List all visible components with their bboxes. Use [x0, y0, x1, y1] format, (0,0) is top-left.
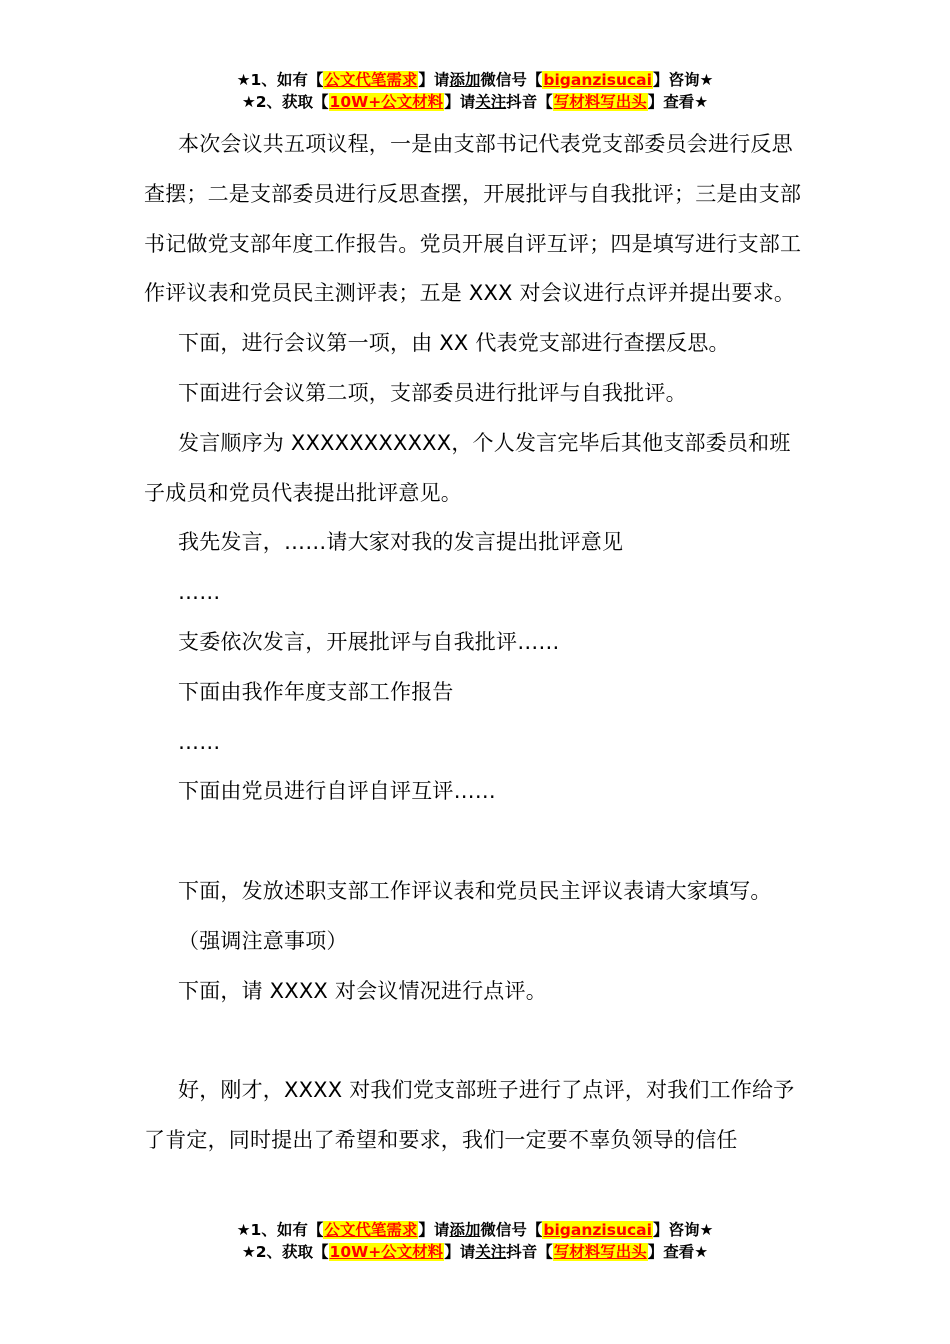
paragraph: 下面由我作年度支部工作报告: [178, 679, 454, 704]
banner-emphasis: 关注: [475, 1243, 507, 1261]
highlight-wechat-id: biganzisucai: [543, 71, 652, 89]
paragraph: 下面，请 XXXX 对会议情况进行点评。: [178, 978, 547, 1003]
banner-text: 】咨询★: [652, 1221, 714, 1239]
banner-text: ★1、如有【: [236, 71, 324, 89]
paragraph: （强调注意事项）: [178, 928, 348, 953]
banner-line-2: [0, 1241, 950, 1263]
paragraph: 下面进行会议第二项，支部委员进行批评与自我批评。: [178, 380, 687, 405]
banner-line-1: [0, 1219, 950, 1241]
paragraph: 本次会议共五项议程，一是由支部书记代表党支部委员会进行反思查摆；二是支部委员进行反思查摆，开展批评与自我批评；三是由支部书记做党支部年度工作报告。党员开展自评互评；四是填写进行支部工作评议表和党员民主测评表；五是 XXX 对会议进行点评并提出要求。: [144, 132, 802, 306]
highlight-materials: 10W+公文材料: [329, 93, 444, 111]
highlight-wechat-id: biganzisucai: [543, 1221, 652, 1239]
paragraph: 好，刚才，XXXX 对我们党支部班子进行了点评，对我们工作给予了肯定，同时提出了希望和要求，我们一定要不辜负领导的信任: [144, 1078, 795, 1152]
banner-text: 】查看★: [647, 93, 709, 111]
paragraph: ……: [178, 580, 221, 605]
paragraph: ……: [178, 729, 221, 754]
banner-text: 】请: [418, 71, 450, 89]
banner-line-2: [0, 91, 950, 113]
blank-line: [144, 1016, 806, 1066]
paragraph: 我先发言，……请大家对我的发言提出批评意见: [178, 530, 624, 555]
paragraph: 发言顺序为 XXXXXXXXXXX，个人发言完毕后其他支部委员和班子成员和党员代表提出批评意见。: [144, 430, 791, 505]
paragraph: 支委依次发言，开展批评与自我批评……: [178, 629, 560, 654]
highlight-service: 公文代笔需求: [324, 1221, 418, 1239]
highlight-materials: 10W+公文材料: [329, 1243, 444, 1261]
blank-line: [144, 817, 806, 867]
banner-text: 】请: [444, 93, 476, 111]
highlight-douyin-id: 写材料写出头: [553, 1243, 647, 1261]
paragraph: 下面，发放述职支部工作评议表和党员民主评议表请大家填写。: [178, 878, 772, 903]
banner-text: ★1、如有【: [236, 1221, 324, 1239]
banner-text: 微信号【: [480, 1221, 543, 1239]
document-body: [144, 120, 806, 1166]
banner-text: 】查看★: [647, 1243, 709, 1261]
banner-text: 】咨询★: [652, 71, 714, 89]
paragraph: 下面，进行会议第一项，由 XX 代表党支部进行查摆反思。: [178, 331, 730, 356]
banner-text: ★2、获取【: [241, 1243, 329, 1261]
banner-emphasis: 关注: [475, 93, 507, 111]
highlight-douyin-id: 写材料写出头: [553, 93, 647, 111]
banner-text: 抖音【: [506, 93, 553, 111]
banner-line-1: [0, 69, 950, 91]
banner-text: 】请: [444, 1243, 476, 1261]
banner-text: 】请: [418, 1221, 450, 1239]
highlight-service: 公文代笔需求: [324, 71, 418, 89]
banner-text: 微信号【: [480, 71, 543, 89]
banner-emphasis: 添加: [449, 1221, 481, 1239]
banner-text: ★2、获取【: [241, 93, 329, 111]
banner-emphasis: 添加: [449, 71, 481, 89]
paragraph: 下面由党员进行自评自评互评……: [178, 779, 496, 804]
banner-text: 抖音【: [506, 1243, 553, 1261]
header-banner: [0, 69, 950, 113]
footer-banner: [0, 1219, 950, 1263]
